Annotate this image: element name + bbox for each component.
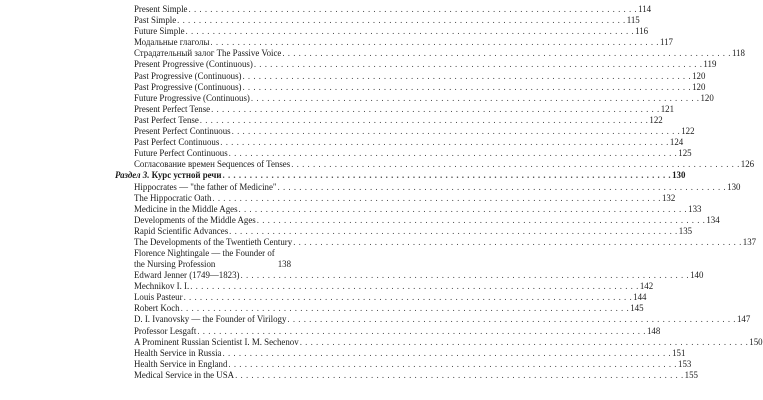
toc-entry-line: [134, 92, 714, 104]
toc-page-number: 151: [672, 347, 686, 358]
toc-entry-title: Present Progressive (Continuous): [134, 59, 253, 70]
toc-entry-title: [115, 170, 222, 181]
section-title: Курс устной речи: [151, 170, 222, 181]
toc-entry: [0, 270, 704, 281]
toc-entry-line: [134, 314, 751, 325]
toc-entry-title: Health Service in Russia: [134, 347, 222, 358]
toc-entry-line: [134, 181, 741, 193]
toc-entry-line: [134, 236, 757, 248]
toc-page-number: 120: [692, 70, 706, 81]
dot-leader: [235, 370, 684, 381]
toc-entry-title: Robert Koch: [134, 303, 180, 314]
toc-entry-title: Developments of the Middle Ages: [134, 214, 256, 225]
toc-entry-line: [134, 103, 675, 115]
toc-entry-line: [134, 192, 676, 204]
toc-page-number: 116: [635, 26, 649, 37]
dot-leader: [181, 303, 630, 314]
dot-leader: [241, 270, 690, 281]
toc-page-number: 118: [731, 48, 745, 59]
toc-entry-title: Future Progressive (Continuous): [134, 92, 250, 103]
toc-entry-line: [115, 170, 686, 181]
toc-entry: [0, 192, 676, 204]
toc-entry-title: The Developments of the Twentieth Century: [134, 236, 293, 247]
dot-leader: [291, 159, 740, 170]
dot-leader: [229, 148, 678, 159]
toc-page-number: 114: [638, 4, 652, 14]
dot-leader: [282, 48, 731, 59]
dot-leader: [223, 170, 672, 181]
toc-entry: [0, 37, 673, 48]
toc-entry-line: [134, 347, 686, 359]
toc-entry-title: Future Perfect Continuous: [134, 148, 228, 159]
toc-entry: [0, 159, 755, 170]
toc-entry: [0, 15, 640, 26]
toc-page-number: 134: [706, 214, 720, 225]
toc-page-number: 125: [678, 148, 692, 159]
toc-entry-title: Mechnikov I. I.: [134, 281, 190, 292]
toc-entry-line: [134, 358, 692, 370]
toc-entry: [0, 281, 654, 292]
toc-entry: [0, 325, 661, 337]
toc-page-number: 150: [749, 336, 763, 347]
toc-page-number: 148: [646, 325, 661, 336]
toc-entry: [0, 126, 695, 137]
dot-leader: [293, 237, 742, 248]
toc-entry-title: Present Perfect Tense: [134, 103, 211, 114]
toc-entry-line: [134, 225, 693, 237]
toc-entry-title: Medicine in the Middle Ages: [134, 203, 238, 214]
toc-entry-line: [134, 26, 649, 37]
toc-entry-line: [134, 48, 745, 59]
toc-entry-title: Future Simple: [134, 26, 185, 37]
toc-entry: [0, 314, 751, 325]
toc-entry-line: [134, 126, 695, 137]
toc-page-number: 153: [678, 358, 692, 369]
toc-page-number: 155: [684, 369, 698, 380]
dot-leader: [186, 26, 635, 37]
toc-entry: [0, 358, 692, 370]
toc-entry-line: [134, 248, 291, 270]
toc-page-number: 124: [669, 137, 684, 148]
toc-page-number: 121: [660, 103, 675, 114]
dot-leader: [242, 71, 691, 82]
toc-page-number: 138: [277, 258, 291, 269]
toc-page-number: 126: [740, 159, 755, 170]
dot-leader: [211, 104, 660, 115]
toc-entry: [0, 114, 663, 126]
section-number: Раздел 3.: [115, 170, 150, 181]
toc-entry-title: Past Progressive (Continuous): [134, 81, 242, 92]
toc-entry-line: [134, 270, 704, 281]
toc-entry: [0, 225, 693, 237]
dot-leader: [197, 326, 646, 337]
toc-page-number: 147: [736, 314, 751, 325]
toc-page-number: 130: [672, 170, 686, 181]
toc-entry-line: [134, 214, 720, 226]
dot-leader: [177, 15, 626, 26]
dot-leader: [300, 337, 749, 348]
toc-entry-line: [134, 281, 654, 292]
toc-page-number: 115: [626, 15, 640, 26]
toc-entry-title: Edward Jenner (1749—1823): [134, 270, 240, 281]
toc-page-number: 142: [639, 281, 654, 292]
dot-leader: [212, 193, 661, 204]
toc-entry-title: Согласование времен Sequences of Tenses: [134, 159, 291, 170]
toc-entry-title: Past Perfect Tense: [134, 114, 199, 125]
toc-section-heading: [0, 170, 686, 181]
toc-entry: [0, 26, 649, 37]
toc-entry: [0, 214, 720, 226]
dot-leader: [220, 137, 669, 148]
dot-leader: [228, 359, 677, 370]
toc-page-number: 135: [678, 225, 693, 236]
toc-page-number: 145: [630, 303, 644, 314]
dot-leader: [200, 115, 649, 126]
toc-page-number: 119: [703, 59, 717, 70]
dot-leader: [184, 292, 633, 303]
dot-leader: [287, 314, 736, 325]
toc-entry-line: [134, 37, 673, 48]
toc-entry-title: Модальные глаголы: [134, 37, 210, 48]
toc-page-number: 130: [727, 181, 741, 192]
toc-entry-title: Professor Lesgaft: [134, 325, 197, 336]
toc-page-number: 122: [649, 114, 663, 125]
toc-entry-line: [134, 59, 717, 70]
toc-entry-title: Present Perfect Continuous: [134, 126, 231, 137]
toc-entry-line: [134, 203, 702, 215]
toc-page-number: 140: [690, 270, 704, 281]
dot-leader: [242, 82, 691, 93]
toc-page-number: 117: [660, 37, 673, 48]
toc-entry: [0, 203, 702, 215]
toc-entry-title: Hippocrates — "the father of Medicine": [134, 181, 277, 192]
dot-leader: [223, 348, 672, 359]
toc-entry-title: Medical Service in the USA: [134, 369, 235, 380]
toc-entry: [0, 103, 675, 115]
toc-entry-line: [134, 325, 661, 337]
toc-entry: [0, 48, 745, 59]
toc-entry-line: [134, 159, 755, 170]
toc-entry: [0, 369, 698, 381]
toc-page-number: 120: [692, 81, 706, 92]
toc-page-number: 132: [661, 192, 676, 203]
dot-leader: [257, 215, 706, 226]
toc-entry: [0, 92, 714, 104]
toc-entry: [0, 148, 692, 159]
dot-leader: [278, 182, 727, 193]
toc-entry-title: Past Simple: [134, 15, 177, 26]
toc-entry-title: Health Service in England: [134, 358, 228, 369]
toc-entry-title: Past Perfect Continuous: [134, 137, 220, 148]
toc-entry-line: [134, 292, 647, 303]
dot-leader: [254, 59, 703, 70]
toc-entry-line: [134, 148, 692, 159]
table-of-contents: [0, 4, 763, 381]
toc-entry-title: Present Simple: [134, 4, 188, 14]
toc-entry-title: Past Progressive (Continuous): [134, 70, 242, 81]
toc-entry: [0, 248, 400, 270]
toc-page-number: 120: [700, 92, 714, 103]
toc-entry: [0, 336, 763, 348]
toc-entry: [0, 347, 686, 359]
dot-leader: [251, 93, 700, 104]
toc-entry: [0, 292, 647, 303]
toc-entry: [0, 70, 706, 82]
toc-entry: [0, 59, 717, 70]
dot-leader: [229, 226, 678, 237]
toc-entry-line: [134, 114, 663, 126]
toc-entry-title: Louis Pasteur: [134, 292, 183, 303]
toc-entry-line: [134, 70, 706, 82]
toc-page-number: 122: [681, 126, 695, 137]
toc-page-number: 137: [742, 236, 757, 247]
toc-entry-title: Rapid Scientific Advances: [134, 225, 229, 236]
toc-entry-title: Страдательный залог The Passive Voice: [134, 48, 282, 59]
toc-entry-title: The Hippocratic Oath: [134, 192, 212, 203]
toc-entry: [0, 4, 652, 15]
toc-entry-title: A Prominent Russian Scientist I. M. Sechenov: [134, 336, 299, 347]
dot-leader: [239, 204, 688, 215]
toc-entry-line: [134, 369, 698, 381]
toc-entry-line: [134, 336, 763, 348]
toc-entry-line: [134, 15, 640, 26]
toc-entry-title: D. I. Ivanovsky — the Founder of Virilogy: [134, 314, 287, 325]
dot-leader: [232, 126, 681, 137]
toc-entry: [0, 81, 706, 93]
toc-entry: [0, 181, 741, 193]
toc-entry-line: [134, 81, 706, 93]
toc-entry: [0, 137, 684, 148]
toc-entry-title: Florence Nightingale — the Founder of the Nursing Profession: [134, 248, 275, 270]
dot-leader: [190, 281, 639, 292]
toc-page-number: 144: [633, 292, 647, 303]
dot-leader: [210, 37, 659, 48]
toc-entry-line: [134, 137, 684, 148]
toc-entry: [0, 236, 757, 248]
toc-entry-line: [134, 303, 644, 314]
toc-page-number: 133: [688, 203, 702, 214]
dot-leader: [189, 4, 638, 15]
toc-entry-line: [134, 4, 652, 15]
toc-entry: [0, 303, 644, 314]
